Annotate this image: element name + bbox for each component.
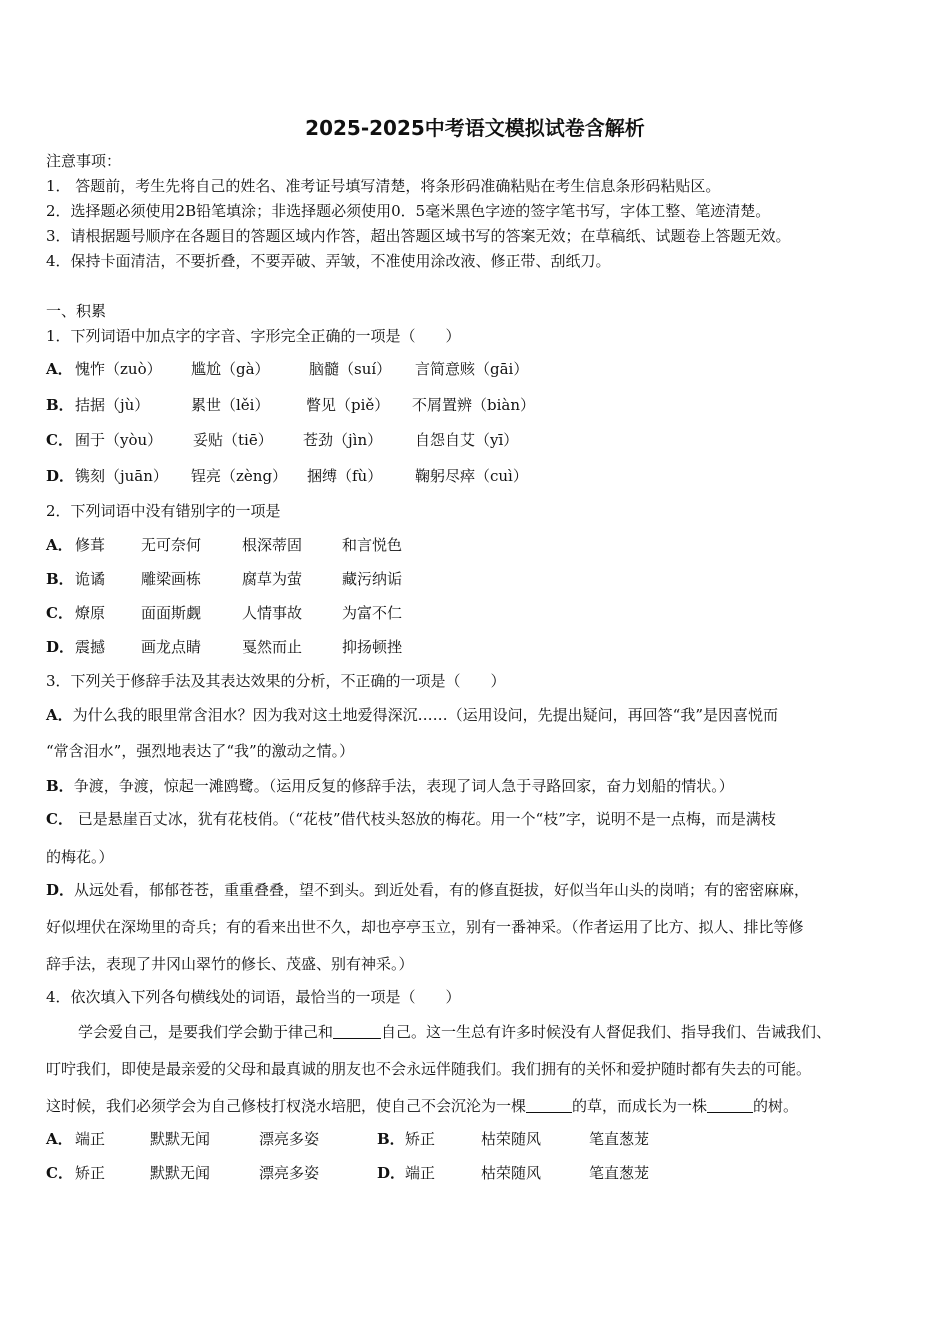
option-label: A． — [46, 1130, 73, 1148]
option-label: A． — [46, 706, 73, 724]
answer-blank-3 — [707, 1098, 753, 1113]
option-word: 拮据（jù） — [75, 396, 150, 414]
option-word: 愧怍（zuò） — [75, 360, 162, 378]
option-word: 修葺 — [75, 536, 106, 554]
q3-option-d-line2: 好似埋伏在深坳里的奇兵；有的看来出世不久，却也亭亭玉立，别有一番神采。（作者运用了比方、拟人、排比等修 — [46, 918, 804, 936]
option-word: 不屑置辨（biàn） — [412, 396, 536, 414]
option-word: 捆缚（fù） — [307, 467, 383, 485]
passage-text: 自己。这一生总有许多时候没有人督促我们、指导我们、告诫我们、 — [381, 1023, 832, 1041]
q4-stem: 4．依次填入下列各句横线处的词语，最恰当的一项是（ ） — [46, 988, 461, 1006]
q3-option-c-line1 — [46, 808, 776, 830]
option-label: B． — [46, 777, 74, 795]
option-word: 漂亮多姿 — [259, 1130, 320, 1148]
answer-blank-1 — [333, 1024, 381, 1039]
q1-stem: 1．下列词语中加点字的字音、字形完全正确的一项是（ ） — [46, 327, 461, 345]
option-label: C． — [46, 1164, 73, 1182]
q3-option-d-line3: 辞手法，表现了井冈山翠竹的修长、茂盛、别有神采。） — [46, 955, 414, 973]
passage-text: 这时候，我们必须学会为自己修枝打杈浇水培肥，使自己不会沉沦为一棵 — [46, 1097, 527, 1115]
option-label: D． — [46, 881, 75, 899]
option-label: C． — [46, 810, 73, 828]
option-word: 锃亮（zèng） — [191, 467, 288, 485]
option-label: B． — [46, 570, 74, 588]
option-word: 腐草为萤 — [242, 570, 303, 588]
section-heading: 一、积累 — [46, 302, 107, 320]
notice-item-2: 2．选择题必须使用2B铅笔填涂；非选择题必须使用0．5毫米黑色字迹的签字笔书写，字体工整、笔迹清楚。 — [46, 202, 771, 220]
option-word: 燎原 — [75, 604, 106, 622]
option-text: 已是悬崖百丈冰，犹有花枝俏。（“花枝”借代枝头怒放的梅花。用一个“枝”字，说明不是一点梅，而是满枝 — [72, 810, 776, 828]
option-word: 和言悦色 — [342, 536, 403, 554]
option-label: B． — [46, 396, 74, 414]
option-word: 妥贴（tiē） — [193, 431, 273, 449]
option-word: 端正 — [405, 1164, 436, 1182]
option-word: 矫正 — [405, 1130, 436, 1148]
option-word: 端正 — [75, 1130, 106, 1148]
q2-stem: 2．下列词语中没有错别字的一项是 — [46, 502, 281, 520]
option-word: 默默无闻 — [150, 1130, 211, 1148]
option-word: 自怨自艾（yī） — [415, 431, 519, 449]
option-word: 矫正 — [75, 1164, 106, 1182]
q4-passage-line2: 叮咛我们，即使是最亲爱的父母和最真诚的朋友也不会永远伴随我们。我们拥有的关怀和爱护随时都有失去的可能。 — [46, 1060, 812, 1078]
option-word: 面面斯觑 — [141, 604, 202, 622]
notice-heading: 注意事项： — [46, 152, 122, 170]
option-text: 争渡，争渡，惊起一滩鸥鹭。（运用反复的修辞手法，表现了词人急于寻路回家，奋力划船的情状。） — [73, 777, 734, 795]
option-word: 画龙点睛 — [141, 638, 202, 656]
q3-stem: 3．下列关于修辞手法及其表达效果的分析，不正确的一项是（ ） — [46, 672, 506, 690]
q3-option-c-line2: 的梅花。） — [46, 848, 114, 866]
option-label: B． — [377, 1130, 405, 1148]
option-word: 鞠躬尽瘁（cuì） — [415, 467, 528, 485]
notice-item-3: 3．请根据题号顺序在各题目的答题区域内作答，超出答题区域书写的答案无效；在草稿纸、试题卷上答题无效。 — [46, 227, 791, 245]
notice-item-1: 1． 答题前，考生先将自己的姓名、准考证号填写清楚，将条形码准确粘贴在考生信息条形码粘贴区。 — [46, 177, 721, 195]
passage-text: 学会爱自己，是要我们学会勤于律己和 — [78, 1023, 334, 1041]
option-word: 默默无闻 — [150, 1164, 211, 1182]
option-word: 漂亮多姿 — [259, 1164, 320, 1182]
passage-text: 的树。 — [753, 1097, 799, 1115]
option-word: 诡谲 — [75, 570, 106, 588]
option-word: 藏污纳诟 — [342, 570, 403, 588]
option-word: 笔直葱茏 — [589, 1164, 650, 1182]
q4-passage-line1 — [78, 1021, 831, 1043]
option-word: 抑扬顿挫 — [342, 638, 403, 656]
option-word: 累世（lěi） — [191, 396, 270, 414]
option-word: 枯荣随风 — [481, 1130, 542, 1148]
option-word: 戛然而止 — [242, 638, 303, 656]
option-label: C． — [46, 604, 73, 622]
option-word: 笔直葱茏 — [589, 1130, 650, 1148]
option-word: 为富不仁 — [342, 604, 403, 622]
option-word: 囿于（yòu） — [75, 431, 163, 449]
option-word: 震撼 — [75, 638, 106, 656]
option-label: C． — [46, 431, 73, 449]
option-text: 为什么我的眼里常含泪水？因为我对这土地爱得深沉……（运用设问，先提出疑问，再回答“我”是因喜悦而 — [72, 706, 778, 724]
option-label: D． — [46, 467, 75, 485]
option-word: 瞥见（piě） — [306, 396, 390, 414]
answer-blank-2 — [526, 1098, 572, 1113]
option-label: D． — [46, 638, 75, 656]
page-title: 2025-2025中考语文模拟试卷含解析 — [305, 116, 645, 140]
q3-option-a-line2: “常含泪水”，强烈地表达了“我”的激动之情。） — [46, 742, 355, 760]
option-word: 苍劲（jìn） — [303, 431, 383, 449]
option-text: 从远处看，郁郁苍苍，重重叠叠，望不到头。到近处看，有的修直挺拔，好似当年山头的岗哨；有的密密麻麻， — [74, 881, 810, 899]
option-word: 枯荣随风 — [481, 1164, 542, 1182]
option-word: 言简意赅（gāi） — [415, 360, 529, 378]
q3-option-a-line1 — [46, 704, 778, 726]
option-word: 脑髓（suí） — [309, 360, 392, 378]
option-label: A． — [46, 536, 73, 554]
notice-item-4: 4．保持卡面清洁，不要折叠，不要弄破、弄皱，不准使用涂改液、修正带、刮纸刀。 — [46, 252, 611, 270]
option-word: 根深蒂固 — [242, 536, 303, 554]
q3-option-d-line1 — [46, 879, 809, 901]
option-word: 尴尬（gà） — [191, 360, 270, 378]
option-word: 无可奈何 — [141, 536, 202, 554]
option-word: 镌刻（juān） — [75, 467, 168, 485]
option-word: 人情事故 — [242, 604, 303, 622]
option-label: A． — [46, 360, 73, 378]
option-label: D． — [377, 1164, 406, 1182]
q4-passage-line3 — [46, 1095, 798, 1117]
passage-text: 的草，而成长为一株 — [572, 1097, 708, 1115]
option-word: 雕梁画栋 — [141, 570, 202, 588]
q3-option-b-line1 — [46, 775, 734, 797]
